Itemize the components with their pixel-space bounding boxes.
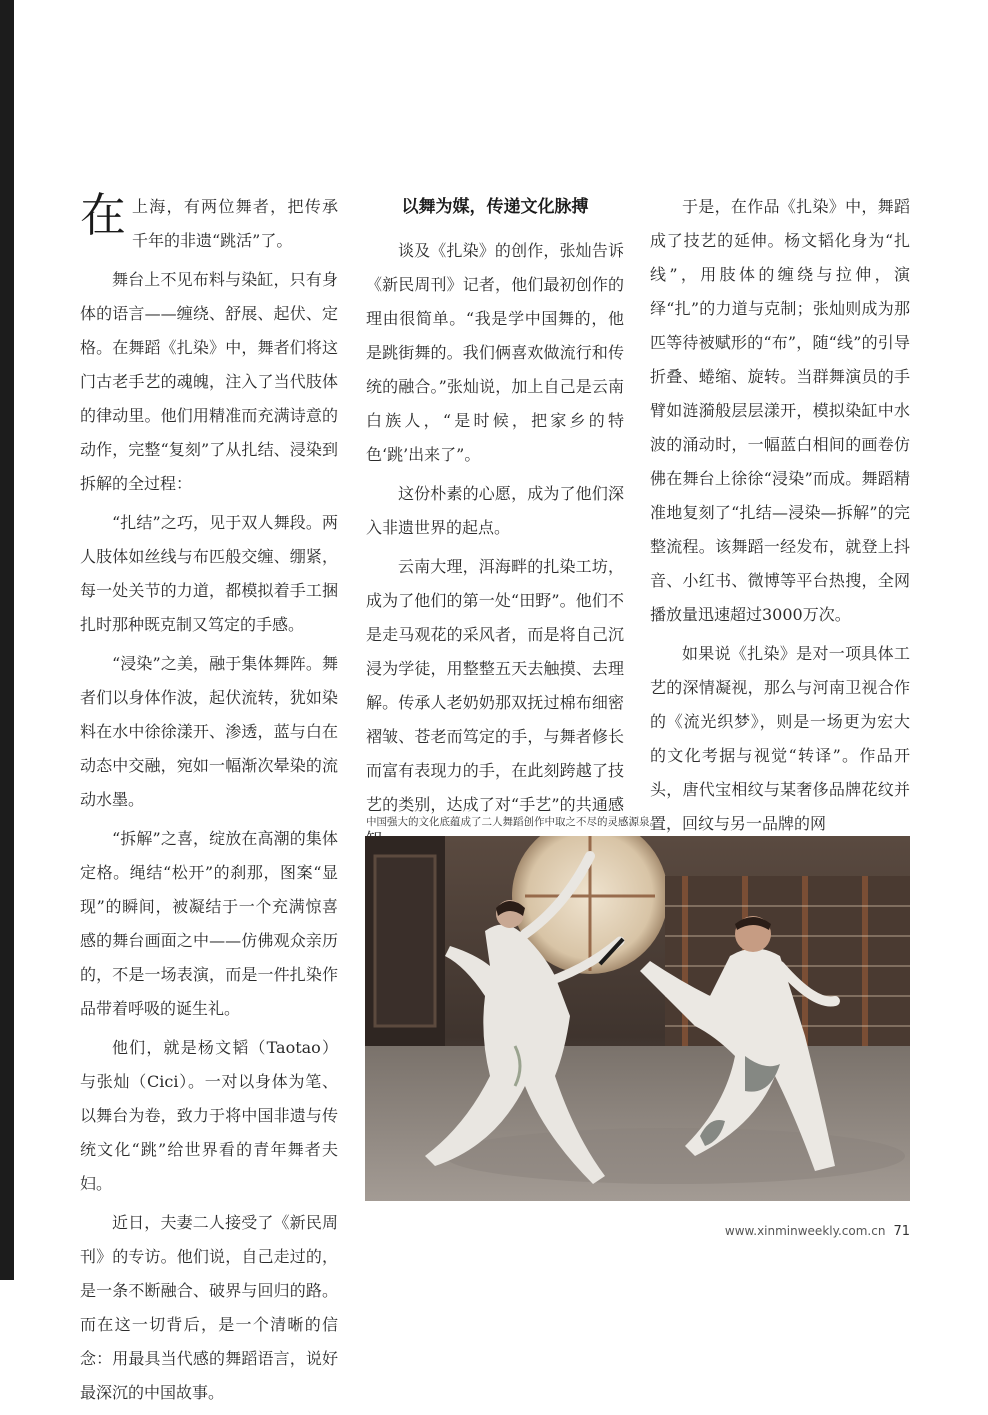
section-heading: 以舞为媒，传递文化脉搏 (401, 197, 589, 217)
article-paragraph: 云南大理，洱海畔的扎染工坊，成为了他们的第一处“田野”。他们不是走马观花的采风者，而是将自己沉浸为学徒，用整整五天去触摸、去理解。传承人老奶奶那双抚过棉布细密褶皱、苍老而笃定的手，与舞者修长而富有表现力的手，在此刻跨越了技艺的类别，达成了对“手艺”的共通感 (366, 557, 624, 814)
drop-cap: 在 (80, 188, 126, 242)
article-column-3 (650, 190, 910, 846)
article-paragraph (80, 190, 338, 258)
article-paragraph: 这份朴素的心愿，成为了他们深入非遗世界的起点。 (366, 484, 624, 537)
website-url: www.xinminweekly.com.cn (724, 1224, 886, 1238)
dance-photo (365, 836, 910, 1201)
paragraph-text: 上海，有两位舞者，把传承千年的非遗“跳活”了。 (132, 197, 338, 250)
article-paragraph: 舞台上不见布料与染缸，只有身体的语言——缠绕、舒展、起伏、定格。在舞蹈《扎染》中，舞者们将这门古老手艺的魂魄，注入了当代肢体的律动里。他们用精准而充满诗意的动作，完整“复刻”了从扎结、浸染到拆解的全过程： (80, 270, 338, 493)
article-paragraph: “浸染”之美，融于集体舞阵。舞者们以身体作波，起伏流转，犹如染料在水中徐徐漾开、渗透，蓝与白在动态中交融，宛如一幅渐次晕染的流动水墨。 (80, 654, 338, 809)
article-paragraph: 近日，夫妻二人接受了《新民周刊》的专访。他们说，自己走过的，是一条不断融合、破界与回归的路。而在这一切背后，是一个清晰的信念：用最具当代感的舞蹈语言，说好最深沉的中国故事。 (80, 1213, 338, 1402)
article-paragraph: 于是，在作品《扎染》中，舞蹈成了技艺的延伸。杨文韬化身为“扎线”，用肢体的缠绕与拉伸，演绎“扎”的力道与克制；张灿则成为那匹等待被赋形的“布”，随“线”的引导折叠、蜷缩、旋转。当群舞演员的手臂如涟漪般层层漾开，模拟染缸中水波的涌动时，一幅蓝白相间的画卷仿佛在舞台上徐徐“浸染”而成。舞蹈精准地复刻了“扎结—浸染—拆解”的完整流程。该舞蹈一经发布，就登上抖音、小红书、微博等平台热搜，全网播放量迅速超过3000万次。 (650, 197, 910, 624)
article-paragraph: 谈及《扎染》的创作，张灿告诉《新民周刊》记者，他们最初创作的理由很简单。“我是学中国舞的，他是跳街舞的。我们俩喜欢做流行和传统的融合。”张灿说，加上自己是云南白族人，“是时候，把家乡的特色‘跳’出来了”。 (366, 241, 624, 464)
page-footer (700, 1224, 910, 1239)
magazine-spine-edge (0, 0, 14, 1280)
article-column-2 (366, 190, 624, 861)
page-number: 71 (893, 1224, 910, 1239)
photo-caption: 中国强大的文化底蕴成了二人舞蹈创作中取之不尽的灵感源泉。 (366, 816, 660, 828)
article-paragraph: 他们，就是杨文韬（Taotao）与张灿（Cici）。一对以身体为笔、以舞台为卷，致力于将中国非遗与传统文化“跳”给世界看的青年舞者夫妇。 (80, 1038, 338, 1193)
article-paragraph: 如果说《扎染》是对一项具体工艺的深情凝视，那么与河南卫视合作的《流光织梦》，则是一场更为宏大的文化考据与视觉“转译”。作品开头，唐代宝相纹与某奢侈品牌花纹并置，回纹与另一品牌的网 (650, 644, 910, 833)
dance-photo-illustration (365, 836, 910, 1201)
article-paragraph: “拆解”之喜，绽放在高潮的集体定格。绳结“松开”的刹那，图案“显现”的瞬间，被凝结于一个充满惊喜感的舞台画面之中——仿佛观众亲历的，不是一场表演，而是一件扎染作品带着呼吸的诞生礼。 (80, 829, 338, 1018)
article-column-1 (80, 190, 338, 1415)
article-paragraph: “扎结”之巧，见于双人舞段。两人肢体如丝线与布匹般交缠、绷紧，每一处关节的力道，都模拟着手工捆扎时那种既克制又笃定的手感。 (80, 513, 338, 634)
